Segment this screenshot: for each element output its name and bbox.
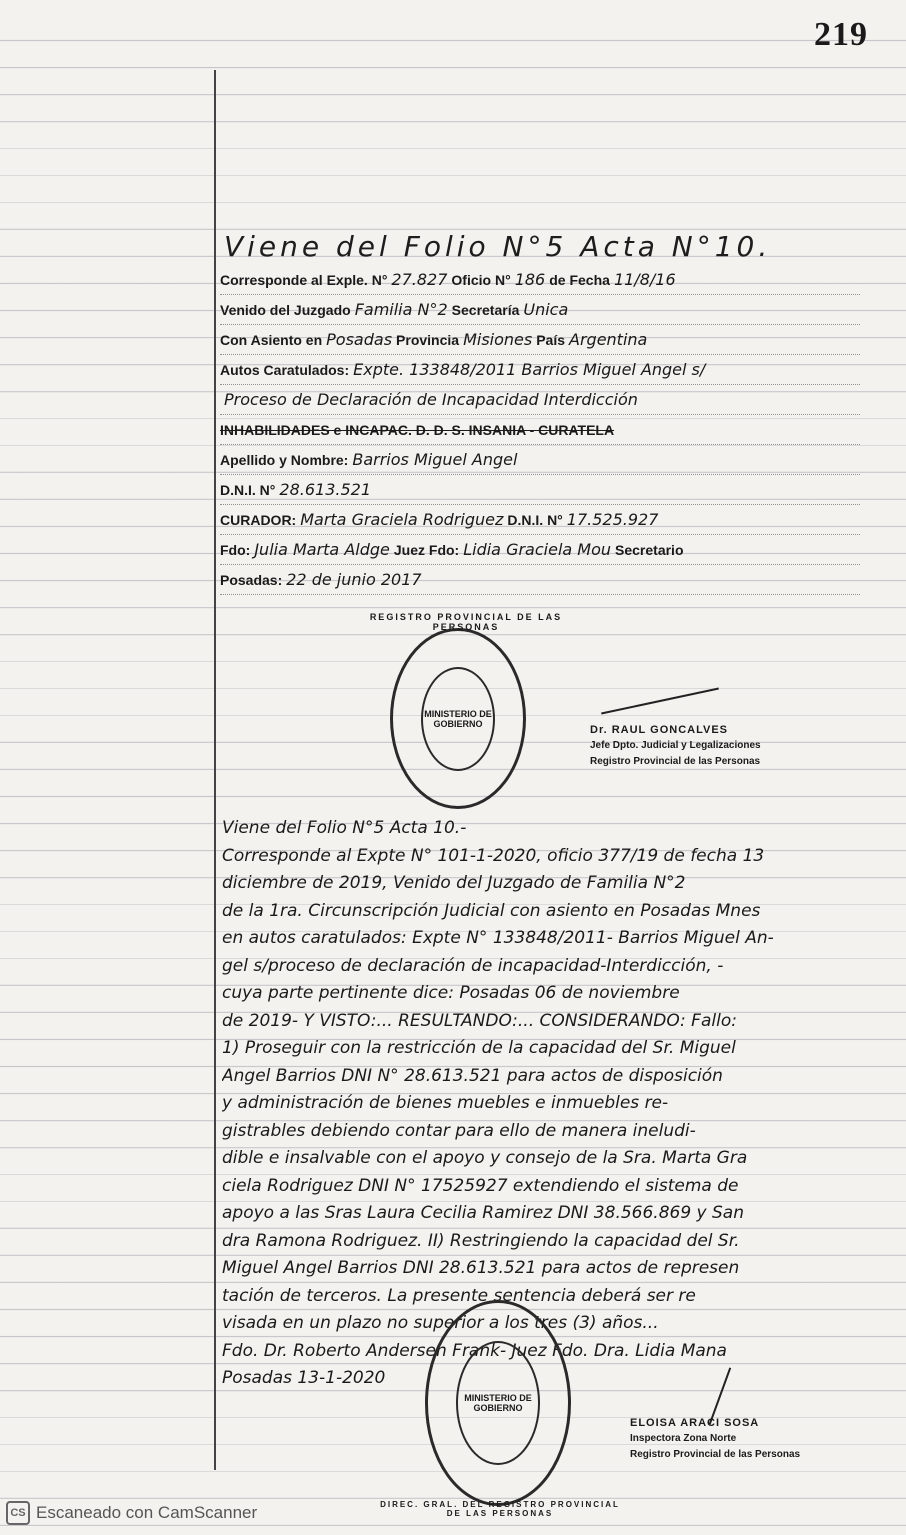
form-handwritten-value: Familia N°2	[354, 300, 448, 319]
body-line: tación de terceros. La presente sentencia deberá ser re	[222, 1285, 696, 1306]
signer-name-top: Dr. RAUL GONCALVES	[590, 724, 728, 736]
body-line: Angel Barrios DNI N° 28.613.521 para actos de disposición	[222, 1065, 723, 1086]
form-row	[220, 295, 860, 325]
page-number: 219	[814, 16, 868, 53]
form-label: Venido del Juzgado	[220, 302, 351, 318]
form-label: Fdo:	[220, 542, 251, 558]
form-handwritten-value: Barrios Miguel Angel	[352, 450, 518, 469]
act-body-text	[222, 815, 882, 1393]
seal-inner-bottom	[456, 1341, 540, 1465]
form-handwritten-value: 11/8/16	[613, 270, 676, 289]
signer-office-top: Registro Provincial de las Personas	[590, 756, 761, 767]
camscanner-logo-icon: CS	[6, 1501, 30, 1525]
form-row	[220, 415, 860, 445]
signer-title-bottom: Inspectora Zona Norte	[630, 1433, 737, 1444]
body-line: de la 1ra. Circunscripción Judicial con asiento en Posadas Mnes	[222, 900, 761, 921]
form-handwritten-value: Posadas	[326, 330, 393, 349]
signer-title-top: Jefe Dpto. Judicial y Legalizaciones	[590, 740, 761, 751]
form-handwritten-title: Viene del Folio N°5 Acta N°10.	[224, 230, 772, 263]
form-label: D.N.I. N°	[507, 512, 563, 528]
form-handwritten-value: Proceso de Declaración de Incapacidad Interdicción	[224, 390, 638, 409]
seal-ring-text-top: REGISTRO PROVINCIAL DE LAS PERSONAS	[369, 612, 563, 632]
form-handwritten-value: 17.525.927	[566, 510, 659, 529]
form-handwritten-value: Argentina	[569, 330, 648, 349]
form-row	[220, 565, 860, 595]
body-line: Corresponde al Expte N° 101-1-2020, oficio 377/19 de fecha 13	[222, 845, 765, 866]
body-line: y administración de bienes muebles e inmuebles re-	[222, 1093, 669, 1113]
form-rows	[220, 265, 860, 595]
form-label: Secretaría	[451, 302, 520, 318]
form-handwritten-value: Expte. 133848/2011 Barrios Miguel Angel s/	[353, 360, 706, 379]
body-line: apoyo a las Sras Laura Cecilia Ramirez DNI 38.566.869 y San	[222, 1203, 744, 1223]
body-line: Posadas 13-1-2020	[222, 1368, 386, 1388]
signature-block-bottom	[630, 1415, 800, 1463]
form-label: Provincia	[396, 332, 460, 348]
form-label: Autos Caratulados:	[220, 362, 350, 378]
form-handwritten-value: 22 de junio 2017	[286, 570, 422, 589]
signer-office-bottom: Registro Provincial de las Personas	[630, 1449, 801, 1460]
handwritten-signature-top	[601, 688, 719, 715]
seal-inner	[421, 667, 495, 771]
body-line: gel s/proceso de declaración de incapacidad-Interdicción, -	[222, 955, 724, 976]
official-seal-top	[390, 628, 526, 809]
form-label: INHABILIDADES e INCAPAC. D. D. S. INSANIA - CURATELA	[220, 422, 615, 438]
body-line: gistrables debiendo contar para ello de manera ineludi-	[222, 1120, 696, 1141]
form-handwritten-value: Unica	[523, 300, 569, 319]
seal-inner-text-bottom: MINISTERIO DE GOBIERNO	[464, 1393, 532, 1413]
body-line: de 2019- Y VISTO:... RESULTANDO:... CONSIDERANDO: Fallo:	[222, 1010, 737, 1031]
seal-ring-text-bottom: DIREC. GRAL. DEL REGISTRO PROVINCIAL DE LAS PERSONAS	[380, 1500, 620, 1518]
form-label: D.N.I. N°	[220, 482, 276, 498]
body-line: dible e insalvable con el apoyo y consejo de la Sra. Marta Gra	[222, 1148, 748, 1168]
body-line: ciela Rodriguez DNI N° 17525927 extendiendo el sistema de	[222, 1175, 739, 1196]
form-row	[220, 385, 860, 415]
body-line: dra Ramona Rodriguez. II) Restringiendo la capacidad del Sr.	[222, 1230, 740, 1251]
signature-block-top	[590, 722, 761, 770]
form-handwritten-value: Lidia Graciela Mou	[463, 540, 612, 559]
form-label: CURADOR:	[220, 512, 297, 528]
body-line: visada en un plazo no superior a los tres (3) años...	[222, 1313, 659, 1333]
form-handwritten-value: Julia Marta Aldge	[254, 540, 390, 559]
form-row	[220, 475, 860, 505]
form-label: Con Asiento en	[220, 332, 323, 348]
registry-form	[220, 230, 860, 595]
body-line: cuya parte pertinente dice: Posadas 06 de noviembre	[222, 983, 680, 1003]
form-label: Posadas:	[220, 572, 283, 588]
body-line: en autos caratulados: Expte N° 133848/2011- Barrios Miguel An-	[222, 928, 774, 948]
seal-inner-text: MINISTERIO DE GOBIERNO	[424, 708, 492, 729]
body-line: Fdo. Dr. Roberto Andersen Frank- Juez Fdo. Dra. Lidia Mana	[222, 1340, 727, 1361]
form-handwritten-value: 186	[514, 270, 546, 289]
form-label: Secretario	[615, 542, 684, 558]
form-handwritten-value: 28.613.521	[279, 480, 371, 499]
body-line: Viene del Folio N°5 Acta 10.-	[222, 818, 467, 838]
body-line: diciembre de 2019, Venido del Juzgado de Familia N°2	[222, 873, 686, 893]
form-row	[220, 355, 860, 385]
form-label: Oficio N°	[451, 272, 511, 288]
form-handwritten-value: Misiones	[463, 330, 533, 349]
form-label: Corresponde al Exple. N°	[220, 272, 388, 288]
official-seal-bottom	[425, 1300, 571, 1506]
form-row	[220, 535, 860, 565]
form-label: de Fecha	[549, 272, 610, 288]
form-label: País	[536, 332, 566, 348]
body-line: Miguel Angel Barrios DNI 28.613.521 para actos de represen	[222, 1258, 740, 1278]
form-label: Juez Fdo:	[393, 542, 460, 558]
signer-name-bottom: ELOISA ARACI SOSA	[630, 1417, 760, 1429]
form-row	[220, 505, 860, 535]
form-row	[220, 445, 860, 475]
margin-line	[214, 70, 216, 1470]
form-handwritten-value: 27.827	[391, 270, 448, 289]
scanner-watermark-text: Escaneado con CamScanner	[36, 1503, 258, 1522]
form-handwritten-value: Marta Graciela Rodriguez	[300, 510, 504, 529]
form-row	[220, 325, 860, 355]
body-line: 1) Proseguir con la restricción de la capacidad del Sr. Miguel	[222, 1038, 736, 1058]
form-row	[220, 265, 860, 295]
scanner-watermark	[6, 1501, 257, 1525]
form-label: Apellido y Nombre:	[220, 452, 349, 468]
